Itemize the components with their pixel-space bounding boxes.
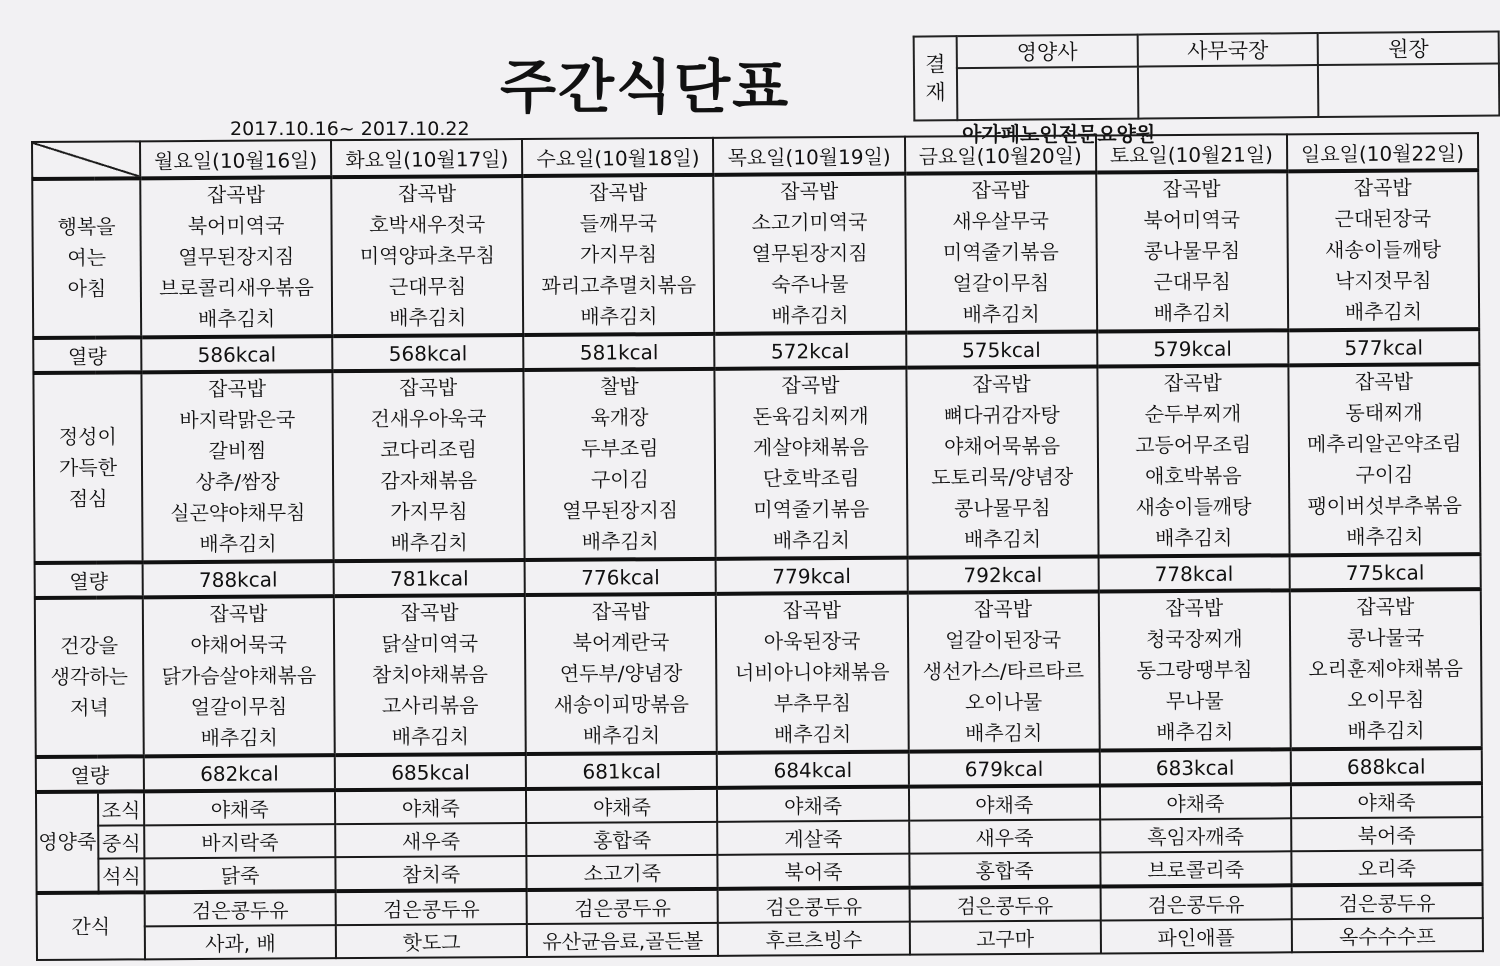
porridge-value: 야채죽 (717, 787, 908, 822)
porridge-value: 북어죽 (718, 854, 909, 889)
approval-sign-head (1318, 63, 1499, 117)
porridge-value: 브로콜리죽 (1100, 851, 1291, 886)
snack-value: 검은콩두유 (336, 890, 527, 925)
menu-item: 잡곡밥 (971, 177, 1030, 203)
menu-item: 잡곡밥 (1165, 595, 1224, 621)
kcal-value: 683kcal (1099, 749, 1290, 785)
approval-role-director-office: 사무국장 (1137, 33, 1318, 67)
menu-item: 잡곡밥 (1354, 369, 1413, 394)
porridge-meal-label: 석식 (98, 858, 144, 892)
snack-value: 검은콩두유 (1291, 884, 1482, 919)
snack-value: 검은콩두유 (909, 886, 1100, 921)
menu-item: 미역줄기볶음 (753, 496, 870, 522)
menu-item: 새송이들깨탕 (1325, 237, 1442, 263)
menu-item: 배추김치 (963, 526, 1042, 552)
menu-item: 새송이피망볶음 (553, 691, 689, 717)
menu-item: 고사리볶음 (381, 693, 479, 718)
menu-item: 돈육김치찌개 (752, 403, 869, 429)
menu-item: 참치야채볶음 (371, 662, 489, 687)
kcal-value: 775kcal (1289, 554, 1480, 590)
menu-item: 얼갈이무침 (190, 694, 288, 720)
menu-item: 숙주나물 (771, 272, 849, 297)
lunch-row-label (33, 372, 142, 563)
menu-item: 열무된장지짐 (562, 498, 679, 523)
menu-item: 배추김치 (773, 722, 852, 747)
dinner-row-label (35, 597, 144, 757)
menu-item: 너비아니야채볶음 (734, 659, 890, 685)
kcal-value: 681kcal (526, 753, 717, 789)
porridge-value: 새우죽 (909, 819, 1100, 853)
day-header: 화요일(10월17일) (331, 139, 522, 177)
kcal-value: 572kcal (715, 333, 906, 369)
menu-item: 닭가슴살야채볶음 (161, 663, 317, 689)
menu-item: 오리훈제야채볶음 (1308, 656, 1464, 682)
approval-label-top: 결 (925, 52, 946, 77)
lunch-row (33, 364, 1480, 563)
breakfast-row-label (32, 178, 141, 338)
menu-item: 잡곡밥 (782, 598, 841, 623)
menu-cell (523, 175, 715, 335)
porridge-value: 야채죽 (1100, 784, 1291, 819)
menu-cell (140, 177, 332, 337)
kcal-value: 577kcal (1288, 329, 1479, 365)
menu-cell (524, 369, 716, 560)
porridge-meal-label: 조식 (98, 791, 144, 825)
menu-item: 순두부찌개 (1144, 401, 1242, 427)
menu-item: 열무된장지짐 (178, 244, 295, 270)
menu-cell (905, 172, 1097, 332)
porridge-value: 게살죽 (718, 821, 909, 855)
kcal-value: 684kcal (717, 752, 908, 788)
menu-cell (1097, 365, 1289, 556)
kcal-value: 586kcal (141, 336, 332, 372)
menu-item: 코다리조림 (380, 437, 477, 462)
kcal-value: 779kcal (716, 558, 907, 594)
menu-item: 배추김치 (390, 530, 468, 555)
menu-item: 잡곡밥 (208, 376, 267, 401)
menu-item: 야채어묵볶음 (943, 433, 1061, 459)
kcal-value: 781kcal (334, 560, 525, 596)
menu-item: 새우살무국 (952, 208, 1050, 234)
kcal-value: 778kcal (1098, 555, 1289, 591)
snack-value: 옥수수수프 (1292, 918, 1483, 952)
snack-value: 고구마 (909, 920, 1100, 954)
breakfast-row (32, 170, 1479, 338)
kcal-value: 776kcal (525, 559, 716, 595)
menu-item: 배추김치 (772, 528, 851, 553)
menu-item: 잡곡밥 (589, 180, 648, 205)
porridge-value: 새우죽 (335, 823, 526, 857)
snack-value: 검은콩두유 (1100, 885, 1291, 920)
menu-item: 꽈리고추멸치볶음 (541, 272, 697, 298)
snack-value: 검은콩두유 (718, 888, 909, 923)
meal-label-line: 가득한 (58, 454, 118, 480)
snack-value: 사과, 배 (145, 925, 336, 959)
meal-label-line: 건강을 (60, 633, 119, 658)
menu-item: 갈비찜 (208, 438, 267, 463)
approval-box (913, 30, 1500, 121)
menu-period: 2017.10.16~ 2017.10.22 (230, 118, 470, 140)
day-header: 월요일(10월16일) (140, 140, 331, 178)
menu-item: 청국장찌개 (1145, 626, 1243, 652)
menu-item: 근대무침 (388, 274, 467, 299)
menu-item: 메추리알곤약조림 (1306, 431, 1462, 457)
menu-item: 배추김치 (197, 306, 276, 331)
menu-item: 잡곡밥 (591, 599, 650, 624)
snack-value: 검은콩두유 (527, 889, 718, 924)
porridge-label: 영양죽 (36, 792, 99, 893)
menu-item: 북어계란국 (572, 630, 670, 655)
kcal-value: 792kcal (907, 556, 1098, 592)
day-header: 수요일(10월18일) (522, 138, 713, 176)
porridge-value: 바지락죽 (144, 824, 335, 858)
menu-item: 아욱된장국 (763, 628, 861, 654)
menu-item: 부추무침 (773, 691, 852, 716)
menu-cell (714, 174, 906, 334)
menu-item: 게살야채볶음 (752, 434, 869, 460)
kcal-value: 579kcal (1097, 330, 1288, 366)
menu-item: 북어미역국 (187, 213, 285, 239)
kcal-value: 685kcal (335, 754, 526, 790)
approval-label (914, 36, 958, 120)
menu-item: 호박새우젓국 (369, 212, 486, 237)
meal-label-line: 여는 (67, 245, 107, 270)
snack-value: 후르츠빙수 (718, 922, 909, 956)
menu-cell (331, 176, 523, 336)
menu-item: 배추김치 (1346, 524, 1424, 549)
menu-cell (1290, 589, 1482, 749)
day-header: 토요일(10월21일) (1096, 134, 1287, 172)
menu-item: 잡곡밥 (1356, 594, 1415, 619)
menu-cell (525, 594, 717, 754)
menu-item: 배추김치 (965, 720, 1043, 746)
menu-item: 들깨무국 (579, 211, 658, 236)
menu-item: 배추김치 (1154, 525, 1233, 551)
menu-item: 가지무침 (390, 499, 468, 524)
menu-item: 애호박볶음 (1144, 463, 1242, 489)
menu-cell (1288, 364, 1480, 555)
porridge-value: 홍합죽 (526, 822, 717, 856)
porridge-value: 야채죽 (144, 790, 335, 825)
menu-item: 배추김치 (1153, 300, 1232, 326)
kcal-value: 575kcal (906, 331, 1097, 367)
menu-item: 오이나물 (964, 689, 1043, 715)
menu-item: 배추김치 (200, 725, 278, 750)
menu-item: 열무된장지짐 (751, 240, 868, 266)
approval-role-nutritionist: 영양사 (957, 35, 1138, 69)
menu-item: 잡곡밥 (206, 182, 265, 207)
menu-item: 콩나물무침 (1143, 238, 1241, 264)
day-header: 금요일(10월20일) (905, 135, 1096, 173)
snack-value: 핫도그 (336, 924, 527, 958)
menu-item: 생선가스/타르타르 (922, 658, 1085, 684)
menu-item: 미역줄기볶음 (942, 239, 1059, 265)
menu-item: 배추김치 (391, 724, 470, 749)
porridge-value: 흑임자깨죽 (1100, 818, 1291, 852)
menu-item: 배추김치 (581, 529, 660, 554)
porridge-value: 오리죽 (1291, 850, 1482, 885)
menu-item: 낙지젓무침 (1334, 268, 1432, 294)
kcal-label: 열량 (36, 756, 144, 792)
menu-item: 감자채볶음 (380, 468, 478, 493)
menu-item: 잡곡밥 (1353, 175, 1412, 200)
menu-item: 잡곡밥 (1163, 370, 1222, 396)
menu-cell (715, 368, 907, 559)
menu-item: 브로콜리새우볶음 (159, 275, 314, 301)
menu-cell (1287, 170, 1479, 330)
kcal-value: 688kcal (1291, 748, 1482, 784)
approval-label-bottom: 재 (925, 80, 946, 105)
menu-item: 배추김치 (962, 301, 1040, 327)
menu-item: 동태찌개 (1345, 400, 1423, 425)
menu-item: 소고기미역국 (751, 209, 868, 235)
menu-item: 잡곡밥 (780, 179, 839, 204)
menu-item: 단호박조림 (762, 465, 860, 491)
menu-item: 무나물 (1165, 688, 1224, 714)
kcal-label: 열량 (33, 337, 141, 373)
menu-item: 육개장 (590, 405, 649, 430)
menu-item: 콩나물무침 (954, 495, 1051, 521)
porridge-value: 야채죽 (1291, 783, 1482, 818)
menu-item: 배추김치 (1156, 719, 1234, 745)
menu-item: 실곤약야채무침 (170, 500, 306, 526)
menu-item: 미역양파초무침 (359, 243, 496, 268)
approval-role-head: 원장 (1318, 31, 1499, 65)
weekly-menu-table (31, 132, 1484, 961)
menu-item: 배추김치 (1347, 718, 1425, 743)
facility-name: 아가페노인전문요양원 (962, 122, 1156, 146)
menu-item: 잡곡밥 (397, 181, 457, 206)
menu-item: 동그랑땡부침 (1136, 657, 1253, 683)
menu-item: 잡곡밥 (399, 375, 458, 400)
menu-cell (906, 366, 1098, 557)
menu-item: 배추김치 (582, 723, 661, 748)
menu-item: 잡곡밥 (972, 371, 1031, 397)
menu-item: 잡곡밥 (973, 596, 1033, 622)
porridge-meal-label: 중식 (98, 825, 144, 858)
menu-item: 잡곡밥 (1162, 176, 1221, 202)
menu-cell (1098, 590, 1290, 750)
menu-item: 잡곡밥 (781, 373, 840, 398)
menu-item: 근대된장국 (1334, 206, 1432, 232)
menu-item: 얼갈이무침 (952, 270, 1050, 296)
menu-cell (143, 596, 335, 756)
meal-label-line: 저녁 (70, 695, 109, 720)
meal-label-line: 생각하는 (50, 664, 128, 689)
menu-item: 찰밥 (599, 374, 639, 399)
menu-item: 연두부/양념장 (559, 661, 683, 686)
porridge-value: 야채죽 (909, 785, 1100, 820)
menu-item: 야채어묵국 (190, 632, 288, 658)
kcal-value: 679kcal (908, 750, 1099, 786)
corner-cell (32, 141, 140, 179)
snack-value: 유산균음료,골든볼 (527, 923, 718, 957)
menu-cell (716, 593, 908, 753)
menu-item: 닭살미역국 (381, 631, 479, 656)
porridge-value: 야채죽 (526, 788, 717, 823)
menu-item: 두부조림 (581, 436, 659, 461)
porridge-value: 참치죽 (336, 856, 527, 891)
kcal-value: 682kcal (144, 755, 335, 791)
menu-item: 얼갈이된장국 (945, 627, 1062, 653)
menu-item: 고등어무조림 (1135, 432, 1252, 458)
meal-label-line: 아침 (67, 276, 107, 301)
menu-item: 뼈다귀감자탕 (943, 402, 1060, 428)
dinner-row (35, 589, 1482, 757)
meal-label-line: 정성이 (58, 423, 117, 449)
kcal-value: 581kcal (523, 334, 714, 370)
menu-cell (907, 591, 1099, 751)
menu-item: 배추김치 (580, 304, 658, 329)
snack-value: 검은콩두유 (145, 891, 336, 926)
meal-label-line: 점심 (68, 486, 108, 511)
approval-sign-director-office (1138, 65, 1319, 119)
menu-item: 콩나물국 (1346, 625, 1425, 650)
page-title: 주간식단표 (500, 53, 791, 121)
snack-value: 파인애플 (1100, 919, 1291, 953)
menu-item: 가지무침 (579, 242, 658, 267)
porridge-value: 북어죽 (1291, 817, 1482, 851)
day-header: 일요일(10월22일) (1287, 133, 1478, 171)
menu-cell (1096, 171, 1288, 331)
porridge-value: 닭죽 (144, 857, 335, 892)
menu-item: 건새우아욱국 (370, 406, 487, 431)
menu-item: 바지락맑은국 (179, 407, 296, 433)
snack-label: 간식 (37, 892, 145, 960)
menu-item: 배추김치 (199, 531, 277, 556)
kcal-label: 열량 (35, 562, 143, 598)
menu-item: 북어미역국 (1143, 207, 1241, 233)
menu-item: 상추/쌈장 (195, 469, 280, 495)
day-header: 목요일(10월19일) (713, 137, 904, 175)
menu-item: 배추김치 (1344, 299, 1423, 324)
kcal-value: 788kcal (143, 561, 334, 597)
menu-item: 팽이버섯부추볶음 (1307, 493, 1463, 519)
porridge-value: 소고기죽 (527, 855, 718, 890)
kcal-value: 568kcal (332, 335, 523, 371)
menu-item: 구이김 (1355, 462, 1414, 487)
porridge-value: 야채죽 (335, 789, 526, 824)
meal-label-line: 행복을 (57, 214, 116, 239)
approval-sign-nutritionist (957, 67, 1138, 121)
menu-item: 잡곡밥 (209, 601, 268, 626)
menu-item: 오이무침 (1347, 687, 1425, 712)
menu-item: 구이김 (590, 467, 649, 492)
menu-item: 근대무침 (1153, 269, 1231, 295)
menu-cell (333, 370, 525, 561)
menu-cell (334, 595, 526, 755)
porridge-value: 홍합죽 (909, 852, 1100, 887)
menu-item: 새송이들깨탕 (1135, 494, 1252, 520)
menu-item: 배추김치 (771, 303, 849, 328)
menu-item: 도토리묵/양념장 (931, 464, 1074, 490)
menu-cell (141, 371, 333, 562)
menu-item: 잡곡밥 (400, 600, 459, 625)
menu-item: 배추김치 (389, 305, 467, 330)
